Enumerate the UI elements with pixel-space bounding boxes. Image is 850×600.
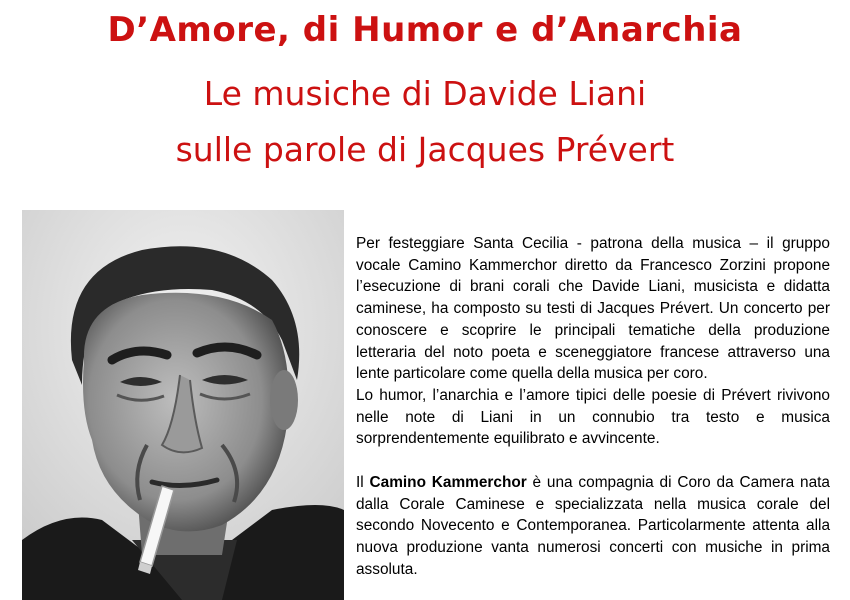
portrait-illustration xyxy=(22,210,344,600)
paragraph-3-rest: è una compagnia di Coro da Camera nata dalla Corale Caminese e specializzata nella musica corale del secondo Novecento e Contemporanea. Particolarmente attenta alla nuova produzione vanta numerosi concerti con musiche in prima assoluta. xyxy=(356,474,830,578)
title-line-3: sulle parole di Jacques Prévert xyxy=(175,130,675,169)
paragraph-3-prefix: Il xyxy=(356,474,370,492)
description-text xyxy=(356,233,830,581)
paragraph-spacer xyxy=(356,450,830,472)
paragraph-1: Per festeggiare Santa Cecilia - patrona della musica – il gruppo vocale Camino Kammerchor diretto da Francesco Zorzini propone l’esecuzione di brani corali che Davide Liani, musicista e didatta caminese, ha composto su testi di Jacques Prévert. Un concerto per conoscere e scoprire le principali tematiche della produzione letteraria del noto poeta e sceneggiatore francese attraverso una lente particolare come quella della musica per coro. xyxy=(356,235,830,383)
portrait-photo xyxy=(22,210,344,600)
paragraph-3 xyxy=(356,472,830,581)
title-line-1: D’Amore, di Humor e d’Anarchia xyxy=(107,10,743,50)
choir-name: Camino Kammerchor xyxy=(369,474,527,492)
title-line-2: Le musiche di Davide Liani xyxy=(203,74,647,113)
paragraph-2: Lo humor, l’anarchia e l’amore tipici delle poesie di Prévert rivivono nelle note di Liani in un connubio tra testo e musica sorprendentemente equilibrato e avvincente. xyxy=(356,386,830,448)
